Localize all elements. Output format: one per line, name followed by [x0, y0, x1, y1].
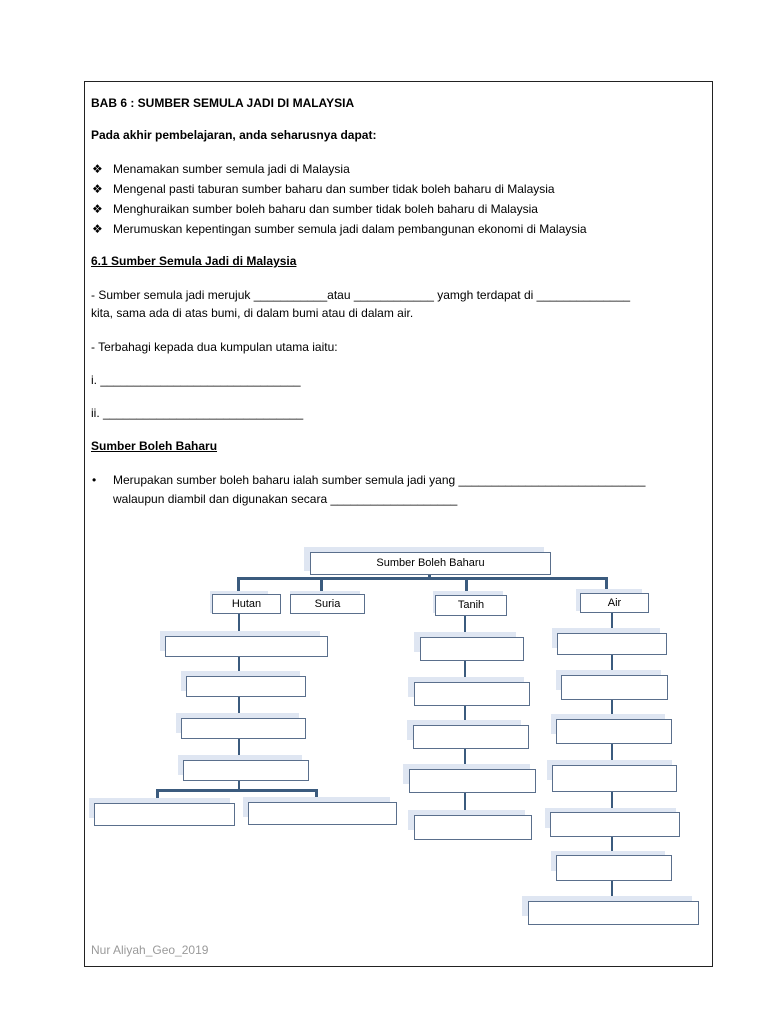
objective-bullet-icon: ❖ — [92, 222, 103, 236]
branch-node-suria: Suria — [290, 594, 365, 614]
connector-line — [237, 577, 608, 580]
objectives-intro: Pada akhir pembelajaran, anda seharusnya dapat: — [91, 128, 377, 142]
blank-answer-box — [556, 855, 672, 881]
connector-line — [156, 789, 318, 792]
sub-heading: Sumber Boleh Baharu — [91, 439, 218, 453]
root-node-box: Sumber Boleh Baharu — [310, 552, 551, 575]
objective-item: Menamakan sumber semula jadi di Malaysia — [113, 162, 350, 176]
blank-answer-box — [414, 682, 530, 706]
objective-bullet-icon: ❖ — [92, 182, 103, 196]
objective-item: Menghuraikan sumber boleh baharu dan sumber tidak boleh baharu di Malaysia — [113, 202, 538, 216]
blank-answer-box — [165, 636, 328, 657]
objective-bullet-icon: ❖ — [92, 162, 103, 176]
branch-node-air: Air — [580, 593, 649, 613]
blank-answer-box — [181, 718, 306, 739]
blank-answer-box — [183, 760, 309, 781]
blank-answer-box — [414, 815, 532, 840]
blank-answer-box — [557, 633, 667, 655]
objective-bullet-icon: ❖ — [92, 202, 103, 216]
definition-line-1: - Sumber semula jadi merujuk ___________atau ____________ yamgh terdapat di ______________ — [91, 288, 631, 302]
group-ii-blank: ii. ______________________________ — [91, 406, 304, 420]
point-line-1: Merupakan sumber boleh baharu ialah sumber semula jadi yang ____________________________ — [113, 473, 646, 487]
blank-answer-box — [248, 802, 397, 825]
blank-answer-box — [186, 676, 306, 697]
worksheet-title: BAB 6 : SUMBER SEMULA JADI DI MALAYSIA — [91, 96, 355, 110]
blank-answer-box — [409, 769, 536, 793]
bullet-icon: • — [92, 473, 97, 487]
point-line-2: walaupun diambil dan digunakan secara ___________________ — [113, 492, 458, 506]
branch-node-hutan: Hutan — [212, 594, 281, 614]
objective-item: Merumuskan kepentingan sumber semula jadi dalam pembangunan ekonomi di Malaysia — [113, 222, 587, 236]
group-i-blank: i. ______________________________ — [91, 373, 301, 387]
blank-answer-box — [528, 901, 699, 925]
blank-answer-box — [552, 765, 677, 792]
section-heading: 6.1 Sumber Semula Jadi di Malaysia — [91, 254, 297, 268]
blank-answer-box — [556, 719, 672, 744]
blank-answer-box — [420, 637, 524, 661]
groups-intro: - Terbahagi kepada dua kumpulan utama iaitu: — [91, 340, 338, 354]
blank-answer-box — [561, 675, 668, 700]
definition-line-2: kita, sama ada di atas bumi, di dalam bumi atau di dalam air. — [91, 306, 414, 320]
blank-answer-box — [550, 812, 680, 837]
objective-item: Mengenal pasti taburan sumber baharu dan sumber tidak boleh baharu di Malaysia — [113, 182, 555, 196]
branch-node-tanih: Tanih — [435, 595, 507, 616]
blank-answer-box — [94, 803, 235, 826]
footer-author: Nur Aliyah_Geo_2019 — [91, 943, 209, 957]
blank-answer-box — [413, 725, 529, 749]
